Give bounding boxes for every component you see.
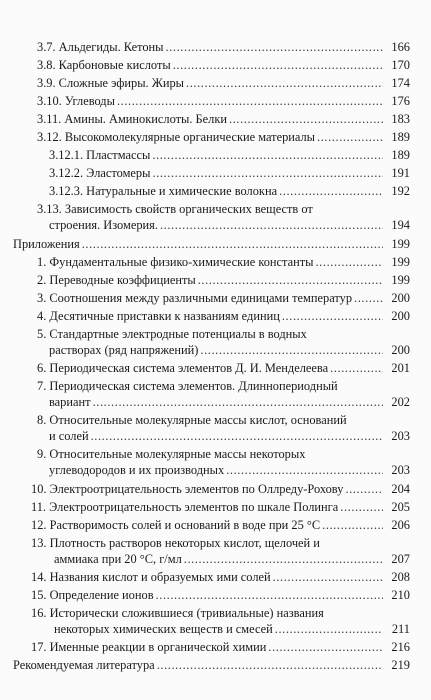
toc-page-number: 183 (391, 112, 410, 126)
toc-page-number: 206 (391, 518, 410, 532)
toc-page-number: 208 (391, 570, 410, 584)
dot-leader (317, 130, 383, 146)
dot-leader (345, 482, 383, 498)
toc-entry-title: 14. Названия кислот и образуемых ими солей (31, 570, 271, 584)
toc-entry-title: 3.8. Карбоновые кислоты (37, 58, 171, 72)
toc-entry-3-13[interactable] (37, 202, 410, 233)
toc-entry-3-12-2[interactable] (49, 166, 410, 182)
dot-leader (279, 184, 383, 200)
toc-entry-title: 3.7. Альдегиды. Кетоны (37, 40, 164, 54)
toc-entry-title: 10. Электроотрицательность элементов по Оллреду-Рохову (31, 482, 344, 496)
toc-page-number: 189 (391, 148, 410, 162)
toc-page-number: 191 (391, 166, 410, 180)
toc-entry-title: 3. Соотношения между различными единицами температур (37, 291, 353, 305)
toc-entry-title: 3.12.1. Пластмассы (49, 148, 151, 162)
toc-page-number: 202 (391, 394, 410, 409)
toc-entry-title: растворах (ряд напряжений) (49, 342, 199, 357)
toc-entry-title: 3.10. Углеводы (37, 94, 115, 108)
toc-entry-title: 1. Фундаментальные физико-химические константы (37, 255, 314, 269)
toc-page-number: 189 (391, 130, 410, 144)
toc-page-number: 176 (391, 94, 410, 108)
toc-page-number: 199 (391, 273, 410, 287)
toc-page-number: 219 (391, 658, 410, 672)
dot-leader (315, 255, 383, 271)
dot-leader (82, 237, 383, 253)
toc-entry-appendix-12[interactable] (31, 518, 410, 534)
toc-page-number: 211 (391, 621, 410, 636)
toc-entry-title-line1: 13. Плотность растворов некоторых кислот, щелочей и (31, 536, 320, 550)
toc-page-number: 192 (391, 184, 410, 198)
toc-entry-appendix-2[interactable] (37, 273, 410, 289)
toc-entry-3-8[interactable] (37, 58, 410, 74)
toc-entry-title-line1: 3.13. Зависимость свойств органических веществ от (37, 202, 313, 216)
toc-entry-3-9[interactable] (37, 76, 410, 92)
dot-leader (273, 570, 383, 586)
toc-page-number: 210 (391, 588, 410, 602)
dot-leader (186, 76, 383, 92)
toc-entry-appendix-16[interactable] (31, 606, 410, 637)
toc-entry-title: 4. Десятичные приставки к названиям единиц (37, 309, 280, 323)
dot-leader (229, 112, 383, 128)
dot-leader (152, 148, 383, 164)
dot-leader (354, 291, 383, 307)
toc-entry-title: вариант (49, 394, 91, 409)
dot-leader (156, 588, 383, 604)
toc-entry-appendix-4[interactable] (37, 309, 410, 325)
toc-entry-title: некоторых химических веществ и смесей (54, 621, 273, 636)
toc-entry-title: 17. Именные реакции в органической химии (31, 640, 267, 654)
toc-entry-title: 11. Электроотрицательность элементов по шкале Полинга (31, 500, 339, 514)
toc-entry-3-11[interactable] (37, 112, 410, 128)
toc-entry-title-line1: 5. Стандартные электродные потенциалы в водных (37, 327, 307, 341)
toc-page-number: 200 (391, 291, 410, 305)
toc-page-number: 207 (391, 551, 410, 566)
toc-entry-appendix-14[interactable] (31, 570, 410, 586)
toc-entry-appendix-17[interactable] (31, 640, 410, 656)
toc-entry-title: 12. Растворимость солей и оснований в воде при 25 °С (31, 518, 321, 532)
dot-leader (198, 273, 383, 289)
dot-leader (340, 500, 383, 516)
dot-leader (152, 166, 383, 182)
toc-page-number: 200 (391, 342, 410, 357)
toc-page-number: 199 (391, 237, 410, 251)
toc-entry-title: углеводородов и их производных (49, 462, 225, 477)
toc-entry-appendix-8[interactable] (37, 413, 410, 444)
toc-entry-title-line1: 16. Исторически сложившиеся (тривиальные) названия (31, 606, 324, 620)
dot-leader (173, 58, 383, 74)
toc-page-number: 204 (391, 482, 410, 496)
dot-leader (200, 343, 383, 359)
toc-page-number: 174 (391, 76, 410, 90)
toc-entry-title: 3.12.3. Натуральные и химические волокна (49, 184, 278, 198)
toc-entry-appendix-15[interactable] (31, 588, 410, 604)
toc-page-number: 170 (391, 58, 410, 72)
toc-entry-appendix-11[interactable] (31, 500, 410, 516)
toc-entry-3-12-3[interactable] (49, 184, 410, 200)
dot-leader (226, 463, 383, 479)
toc-entry-title: 3.12. Высокомолекулярные органические материалы (37, 130, 316, 144)
toc-entry-appendix-6[interactable] (37, 361, 410, 377)
toc-entry-appendices[interactable] (13, 237, 410, 253)
toc-page-number: 194 (391, 217, 410, 232)
toc-entry-references[interactable] (13, 658, 410, 674)
toc-entry-title: Рекомендуемая литература (13, 658, 155, 672)
toc-entry-3-12[interactable] (37, 130, 410, 146)
toc-page-number: 200 (391, 309, 410, 323)
dot-leader (93, 395, 383, 411)
dot-leader (282, 309, 383, 325)
toc-entry-title-line1: 7. Периодическая система элементов. Длиннопериодный (37, 379, 338, 393)
toc-page-number: 203 (391, 462, 410, 477)
toc-page-number: 205 (391, 500, 410, 514)
dot-leader (157, 658, 383, 674)
toc-entry-title: 3.12.2. Эластомеры (49, 166, 151, 180)
toc-page-number: 203 (391, 428, 410, 443)
toc-entry-title: 3.9. Сложные эфиры. Жиры (37, 76, 185, 90)
toc-page-number: 166 (391, 40, 410, 54)
toc-page-number: 216 (391, 640, 410, 654)
toc-entry-appendix-1[interactable] (37, 255, 410, 271)
dot-leader (117, 94, 383, 110)
toc-page-number: 201 (391, 361, 410, 375)
toc-entry-3-7[interactable] (37, 40, 410, 56)
toc-entry-3-10[interactable] (37, 94, 410, 110)
toc-entry-title: и солей (49, 428, 89, 443)
toc-entry-title: 2. Переводные коэффициенты (37, 273, 196, 287)
toc-entry-3-12-1[interactable] (49, 148, 410, 164)
dot-leader (91, 429, 383, 445)
dot-leader (322, 518, 383, 534)
toc-entry-appendix-10[interactable] (31, 482, 410, 498)
toc-entry-title: строения. Изомерия. (49, 217, 158, 232)
dot-leader (184, 552, 383, 568)
toc-entry-appendix-7[interactable] (37, 379, 410, 410)
dot-leader (268, 640, 383, 656)
toc-entry-title: 15. Определение ионов (31, 588, 154, 602)
toc-entry-title: 6. Периодическая система элементов Д. И. Менделеева (37, 361, 329, 375)
toc-entry-appendix-3[interactable] (37, 291, 410, 307)
toc-entry-title: 3.11. Амины. Аминокислоты. Белки (37, 112, 227, 126)
toc-entry-title-line1: 9. Относительные молекулярные массы некоторых (37, 447, 306, 461)
toc-entry-appendix-13[interactable] (31, 536, 410, 567)
toc-entry-title: аммиака при 20 °С, г/мл (54, 551, 182, 566)
toc-page-number: 199 (391, 255, 410, 269)
dot-leader (275, 622, 383, 638)
dot-leader (166, 40, 383, 56)
toc-entry-title-line1: 8. Относительные молекулярные массы кислот, оснований (37, 413, 347, 427)
dot-leader (330, 361, 383, 377)
toc-entry-title: Приложения (13, 237, 80, 251)
toc-entry-appendix-5[interactable] (37, 327, 410, 358)
toc-entry-appendix-9[interactable] (37, 447, 410, 478)
dot-leader (160, 218, 383, 234)
